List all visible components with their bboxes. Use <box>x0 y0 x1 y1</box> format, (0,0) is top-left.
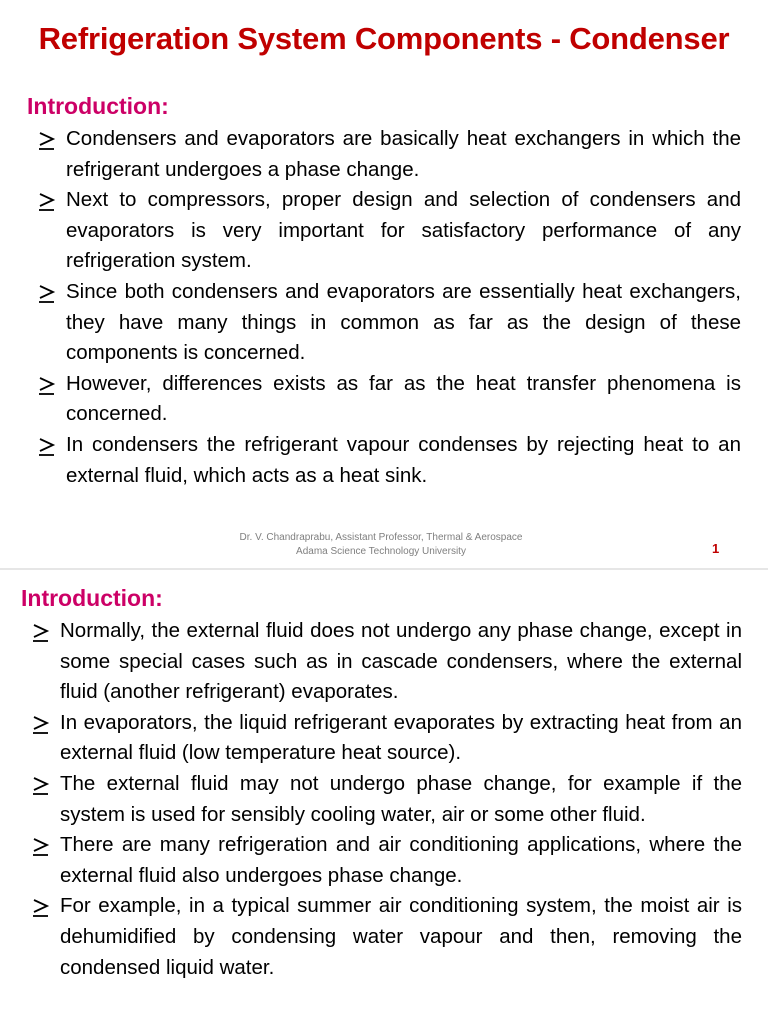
bullet-item <box>32 891 742 983</box>
bullet-list <box>32 616 742 983</box>
bullet-item <box>32 769 742 830</box>
arrow-bullet-icon <box>32 769 54 799</box>
bullet-item <box>38 124 741 185</box>
slide-title: Refrigeration System Components - Condenser <box>38 21 730 56</box>
bullet-item <box>32 830 742 891</box>
bullet-text: However, differences exists as far as the heat transfer phenomena is concerned. <box>66 371 741 426</box>
bullet-text: Next to compressors, proper design and selection of condensers and evaporators is very important for satisfactory performance of any refrigeration system. <box>66 188 741 273</box>
bullet-item <box>38 369 741 430</box>
arrow-bullet-icon <box>32 891 54 921</box>
footer-university: Adama Science Technology University <box>296 546 466 557</box>
bullet-text: In condensers the refrigerant vapour condenses by rejecting heat to an external fluid, which acts as a heat sink. <box>66 432 741 487</box>
bullet-item <box>38 185 741 277</box>
arrow-bullet-icon <box>32 830 54 860</box>
bullet-text: Condensers and evaporators are basically heat exchangers in which the refrigerant undergoes a phase change. <box>66 127 741 181</box>
bullet-text: There are many refrigeration and air conditioning applications, where the external fluid also undergoes phase change. <box>60 833 742 887</box>
arrow-bullet-icon <box>38 430 60 460</box>
bullet-text: Since both condensers and evaporators are essentially heat exchangers, they have many things in common as far as the design of these components is concerned. <box>66 279 741 365</box>
bullet-text: In evaporators, the liquid refrigerant evaporates by extracting heat from an external fluid (low temperature heat source). <box>60 710 742 765</box>
bullet-item <box>32 708 742 769</box>
arrow-bullet-icon <box>38 277 60 307</box>
arrow-bullet-icon <box>32 708 54 738</box>
bullet-text: The external fluid may not undergo phase change, for example if the system is used for sensibly cooling water, air or some other fluid. <box>60 771 742 826</box>
bullet-item <box>38 430 741 491</box>
arrow-bullet-icon <box>38 124 60 154</box>
slide-2 <box>0 570 768 1024</box>
arrow-bullet-icon <box>32 616 54 646</box>
footer <box>0 531 762 559</box>
arrow-bullet-icon <box>38 185 60 215</box>
bullet-text: Normally, the external fluid does not undergo any phase change, except in some special cases such as in cascade condensers, where the external fluid (another refrigerant) evaporates. <box>60 619 742 704</box>
section-heading: Introduction: <box>27 93 169 119</box>
section-heading: Introduction: <box>21 585 163 611</box>
arrow-bullet-icon <box>38 369 60 399</box>
bullet-list <box>38 124 741 491</box>
bullet-item <box>32 616 742 708</box>
footer-author: Dr. V. Chandraprabu, Assistant Professor, Thermal & Aerospace <box>239 532 523 543</box>
page-number: 1 <box>712 541 720 556</box>
bullet-item <box>38 277 741 369</box>
bullet-text: For example, in a typical summer air conditioning system, the moist air is dehumidified by condensing water vapour and then, removing the condensed liquid water. <box>60 894 742 979</box>
